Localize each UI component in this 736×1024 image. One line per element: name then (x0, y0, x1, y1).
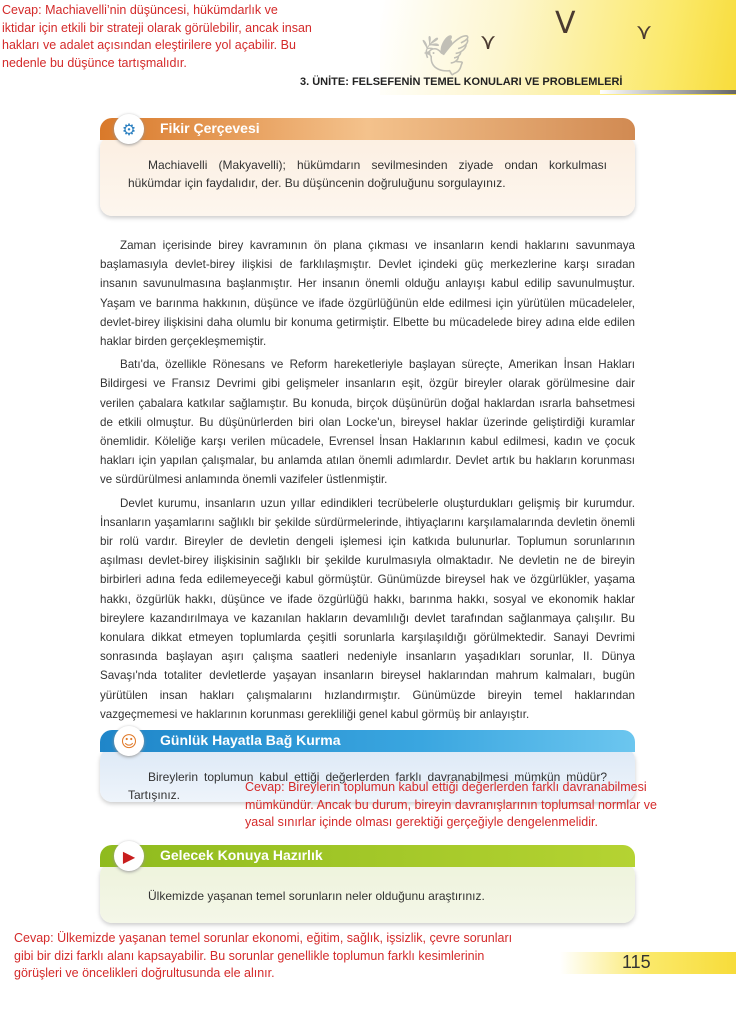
unit-title: 3. ÜNİTE: FELSEFENİN TEMEL KONULARI VE PROBLEMLERİ (300, 76, 623, 88)
gunluk-text: Bireylerin toplumun kabul ettiği değerlerden farklı davranabilmesi mümkün müdür? Tartışınız. (128, 770, 607, 802)
fikir-text: Machiavelli (Makyavelli); hükümdarın sevilmesinden ziyade ondan korkulması hükümdar için faydalıdır, der. Bu düşüncenin doğruluğunu sorgulayınız. (128, 158, 607, 190)
answer-3: Cevap: Ülkemizde yaşanan temel sorunlar ekonomi, eğitim, sağlık, işsizlik, çevre sorunları gibi bir dizi farklı alanı kapsayabilir. Bu sorunlar genellikle toplumun farklı kesimlerinin görüşleri ve öncelikleri doğrultusunda ele alınır. (14, 931, 513, 980)
page-number: 115 (622, 952, 651, 972)
answer-1: Cevap: Machiavelli’nin düşüncesi, hükümdarlık ve iktidar için etkili bir strateji olarak görülebilir, ancak insan hakları ve adalet açısından eleştirilere yol açabilir. Bu nedenle bu düşünce tartışmalıdır. (2, 3, 312, 70)
paragraph: Zaman içerisinde birey kavramının ön plana çıkması ve insanların kendi haklarını savunmaya başlamasıyla devlet-birey ilişkisi de farklılaşmıştır. Devlet içindeki güç merkezlerine karşı sıradan insanın savunulmasına başlanmıştır. Her insanın önemli olduğu anlayışı kabul edilip savunulmuştur. Yaşam ve barınma hakkının, düşünce ve ifade özgürlüğünün elde edilmesi için yürütülen mücadeleler, devlet-birey ilişkisini daha olumlu bir konuma getirmiştir. Elbette bu mücadelede birey adına elde edilen haklar birden gerçekleşmemiştir. (100, 239, 635, 349)
paragraph: Devlet kurumu, insanların uzun yıllar edindikleri tecrübelerle oluşturdukları gelişmiş bir kurumdur. İnsanların yaşamlarını sağlıklı bir şekilde sürdürmelerinde, ihtiyaçlarını karşılamalarında devletin önemli bir rolü vardır. Bireyler de devletin dengeli işlemesi için katkıda bulunurlar. Toplumun sorunlarının aşılması devlet-birey ilişkisinin sağlıklı bir şekilde kurulmasıyla olmaktadır. Ne devletin ne de bireyin birbirleri adına feda edilemeyeceği kabul görmüştür. Günümüzde bireysel hak ve özgürlükler, yaşama hakkı, özgürlük hakkı, düşünce ve ifade özgürlüğü hakkı, barınma hakkı, sosyal ve ekonomik haklar bireylere kazandırılmaya ve kazanılan hakların devamlılığı devlet tarafından sağlanmaya çalışılır. Bu konulara dikkat etmeyen toplumlarda çeşitli sorunlarla karşılaşıldığı görülmektedir. Sanayi Devrimi sonrasında başlayan aşırı çalışma saatleri nedeniyle insanların yaşadıkları sorunlar, II. Dünya Savaşı'nda totaliter devletlerde yaşayan insanların bireysel haklarından mahrum kalmaları, bugün yürütülen insan hakları çalışmalarını hızlandırmıştır. Günümüzde bireyin temel haklarından vazgeçmemesi ve haklarının korunması gerekliliği genel kabul görmüş bir anlayıştır. (100, 496, 635, 721)
header-divider (600, 90, 736, 94)
fikir-box (100, 118, 635, 216)
fikir-title: Fikir Çerçevesi (160, 120, 260, 136)
gelecek-text: Ülkemizde yaşanan temel sorunların neler olduğunu araştırınız. (148, 889, 485, 903)
gelecek-box (100, 845, 635, 923)
play-arrow-icon: ▶ (114, 841, 144, 871)
person-icon: ☺ (114, 726, 144, 756)
main-text (100, 236, 635, 728)
bird-icon: ⋎ (636, 20, 653, 45)
gelecek-title: Gelecek Konuya Hazırlık (160, 847, 323, 863)
answer-2: Cevap: Bireylerin toplumun kabul ettiği değerlerden farklı davranabilmesi mümkündür. Ancak bu durum, bireyin davranışlarının toplumsal normlar ve yasal sınırlar içinde olması gerektiği gerçeğiyle dengelenmelidir. (245, 780, 657, 829)
bird-icon: V (555, 6, 576, 41)
gears-icon: ⚙ (114, 114, 144, 144)
bird-icon: ⋎ (480, 30, 497, 55)
gunluk-title: Günlük Hayatla Bağ Kurma (160, 732, 341, 748)
bird-shadow-icon: 🕊 (420, 33, 471, 79)
paragraph: Batı'da, özellikle Rönesans ve Reform hareketleriyle başlayan süreçte, Amerikan İnsan Hakları Bildirgesi ve Fransız Devrimi gibi gelişmeler insanların eşit, özgür bireyler olarak görülmesine dair verilen çabalara katkılar sağlamıştır. Bu konuda, birçok düşünürün doğal haklardan ısrarla bahsetmesi de etkili olmuştur. Bu düşünürlerden biri olan Locke'un, bireysel haklar üzerinde geliştirdiği kuramlar önemlidir. Köleliğe karşı verilen mücadele, Evrensel İnsan Haklarının kabul edilmesi, kadın ve çocuk hakları için yapılan çalışmalar, bu anlamda atılan önemli adımlardır. Devlet artık bu hakların korunması ve sürdürülmesi anlamında önemli vazifeler üstlenmiştir. (100, 358, 635, 487)
